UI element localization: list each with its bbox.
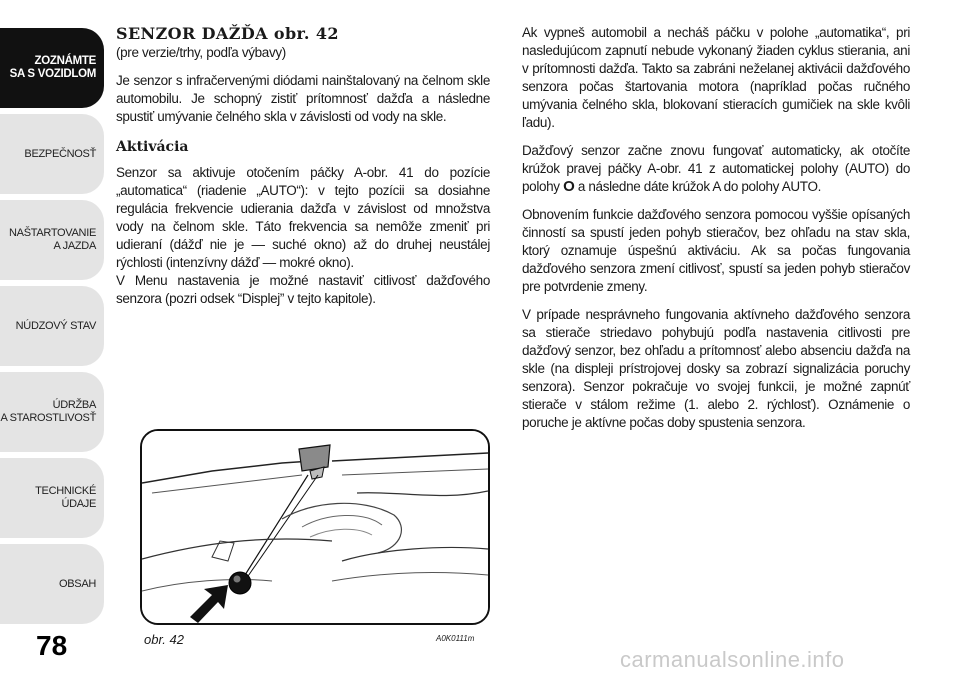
right-column [522,24,910,442]
text-run: Dažďový senzor začne znovu fungovať automaticky, ak otočíte krúžok pravej páčky A-obr. 41 z automatickej polohy (AUTO) do polohy [522,143,910,194]
activation-paragraph: Senzor sa aktivuje otočením páčky A-obr. 41 do pozície „automatica“ (riadenie „AUTO“): v tejto pozícii sa dosiahne regulácia frekvencie udierania dažďa v závislost od množstva vody na čelnom skle. Táto frekvencia sa nemôže zmeniť pri udieraní (dážď nie je — suché okno) až do druhej neustálej rýchlosti (intenzívny dážď — mokré okno). [116,165,490,270]
text-run: a následne dáte krúžok A do polohy AUTO. [574,179,821,194]
right-paragraph-3: Obnovením funkcie dažďového senzora pomocou vyššie opísaných činností sa spustí jeden pohyb stieračov, bez ohľadu na stav skla, ktorý oznamuje úspešnú aktiváciu. Ak sa počas fungovania dažďového senzora zmení citlivosť, spustí sa jeden pohyb stieračov pre potvrdenie zmeny. [522,207,910,294]
tab-udrzba-a-starostlivost[interactable] [0,372,104,452]
tab-label: ZOZNÁMTE SA S VOZIDLOM [9,55,96,80]
tab-label: TECHNICKÉ ÚDAJE [35,485,96,510]
tab-label: NAŠTARTOVANIE A JAZDA [9,227,96,252]
tab-bezpecnost[interactable] [0,114,104,194]
tab-obsah[interactable] [0,544,104,624]
off-position-symbol: O [563,178,575,195]
right-paragraph-1: Ak vypneš automobil a necháš páčku v polohe „automatika“, pri nasledujúcom zapnutí nebude vykonaný žiaden cyklus stierania, ani v prítomnosti dažďa. Takto sa zabráni neželanej aktivácii dažďového senzora počas štartovania motora (napríklad počas ručného umývania čelného skla, blokovaní stieracích gumičiek na skle kvôli ľadu). [522,25,910,130]
right-paragraph-4: V prípade nesprávneho fungovania aktívneho dažďového senzora sa stierače striedavo pohybujú podľa nastavenia citlivosti pre dažďový senzor, bez ohľadu a prítomnosť alebo absenciu dažďa na skle (na displeji prístrojovej dosky sa zobrazí signalizácia poruchy senzora). Senzor pokračuje vo svojej funkcii, je možné zapnúť stierače v stálom režime (1. alebo 2. rýchlosť). Oznámenie o poruche je aktívne počas doby spustenia senzora. [522,307,910,430]
windshield-illustration [142,431,488,623]
menu-settings-paragraph: V Menu nastavenia je možné nastaviť citlivosť dažďového senzora (pozri odsek “Displej” v tejto kapitole). [116,273,490,306]
tab-label: ÚDRŽBA A STAROSTLIVOSŤ [0,399,96,424]
watermark: carmanualsonline.info [620,647,845,672]
section-subtitle: (pre verzie/trhy, podľa výbavy) [116,45,286,60]
activation-heading: Aktivácia [116,139,189,155]
tab-zoznamte-sa-s-vozidlom[interactable] [0,28,104,108]
tab-label: OBSAH [58,577,96,590]
page-number: 78 [36,630,68,661]
tab-nudzovy-stav[interactable] [0,286,104,366]
tab-label: BEZPEČNOSŤ [24,147,96,160]
intro-paragraph: Je senzor s infračervenými diódami nainštalovaný na čelnom skle automobilu. Je schopný zistiť prítomnosť dažďa a následne spustiť umývanie čelného skla v závislosti od vody na skle. [116,73,490,124]
tab-technicke-udaje[interactable] [0,458,104,538]
right-paragraph-2 [522,142,910,196]
left-column [116,24,490,318]
tab-label: NÚDZOVÝ STAV [15,319,96,332]
rain-sensor-figure [140,429,490,625]
figure-caption: obr. 42 [144,632,184,647]
figure-code: A0K0111m [436,634,475,643]
section-title: SENZOR DAŽĎA obr. 42 [116,24,339,43]
tab-nastartovanie-a-jazda[interactable] [0,200,104,280]
